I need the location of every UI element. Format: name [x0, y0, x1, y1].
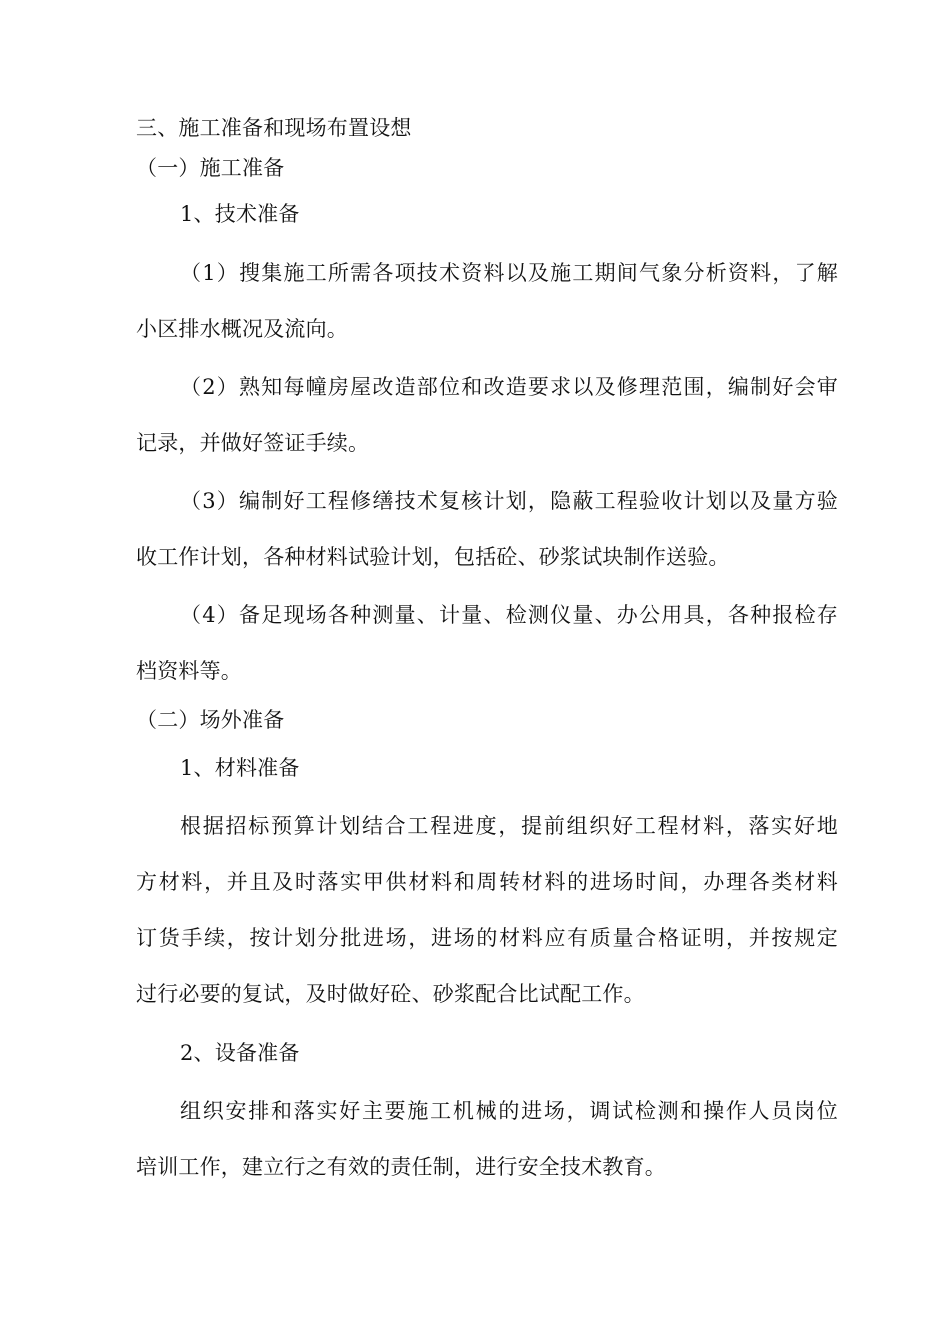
section-title: （一）施工准备 [136, 156, 285, 180]
paragraph-line: 培训工作，建立行之有效的责任制，进行安全技术教育。 [136, 1155, 666, 1179]
subsection-title: 2、设备准备 [180, 1041, 300, 1065]
document-heading: 三、施工准备和现场布置设想 [136, 116, 412, 140]
subsection-title: 1、技术准备 [180, 202, 300, 226]
item-4-line-1: （4）备足现场各种测量、计量、检测仪量、办公用具，各种报检存 [180, 603, 838, 627]
item-3-line-2: 收工作计划，各种材料试验计划，包括砼、砂浆试块制作送验。 [136, 545, 730, 569]
section-title: （二）场外准备 [136, 708, 285, 732]
paragraph-line: 方材料，并且及时落实甲供材料和周转材料的进场时间，办理各类材料 [136, 870, 838, 894]
paragraph-line: 过行必要的复试，及时做好砼、砂浆配合比试配工作。 [136, 982, 645, 1006]
item-2-line-2: 记录，并做好签证手续。 [136, 431, 370, 455]
paragraph-line: 订货手续，按计划分批进场，进场的材料应有质量合格证明，并按规定 [136, 926, 838, 950]
item-2-line-1: （2）熟知每幢房屋改造部位和改造要求以及修理范围，编制好会审 [180, 375, 838, 399]
item-1-line-2: 小区排水概况及流向。 [136, 317, 348, 341]
item-1-line-1: （1）搜集施工所需各项技术资料以及施工期间气象分析资料，了解 [180, 261, 838, 285]
paragraph-line: 根据招标预算计划结合工程进度，提前组织好工程材料，落实好地 [180, 814, 838, 838]
subsection-title: 1、材料准备 [180, 756, 300, 780]
item-3-line-1: （3）编制好工程修缮技术复核计划，隐蔽工程验收计划以及量方验 [180, 489, 838, 513]
item-4-line-2: 档资料等。 [136, 659, 242, 683]
paragraph-line: 组织安排和落实好主要施工机械的进场，调试检测和操作人员岗位 [180, 1099, 838, 1123]
